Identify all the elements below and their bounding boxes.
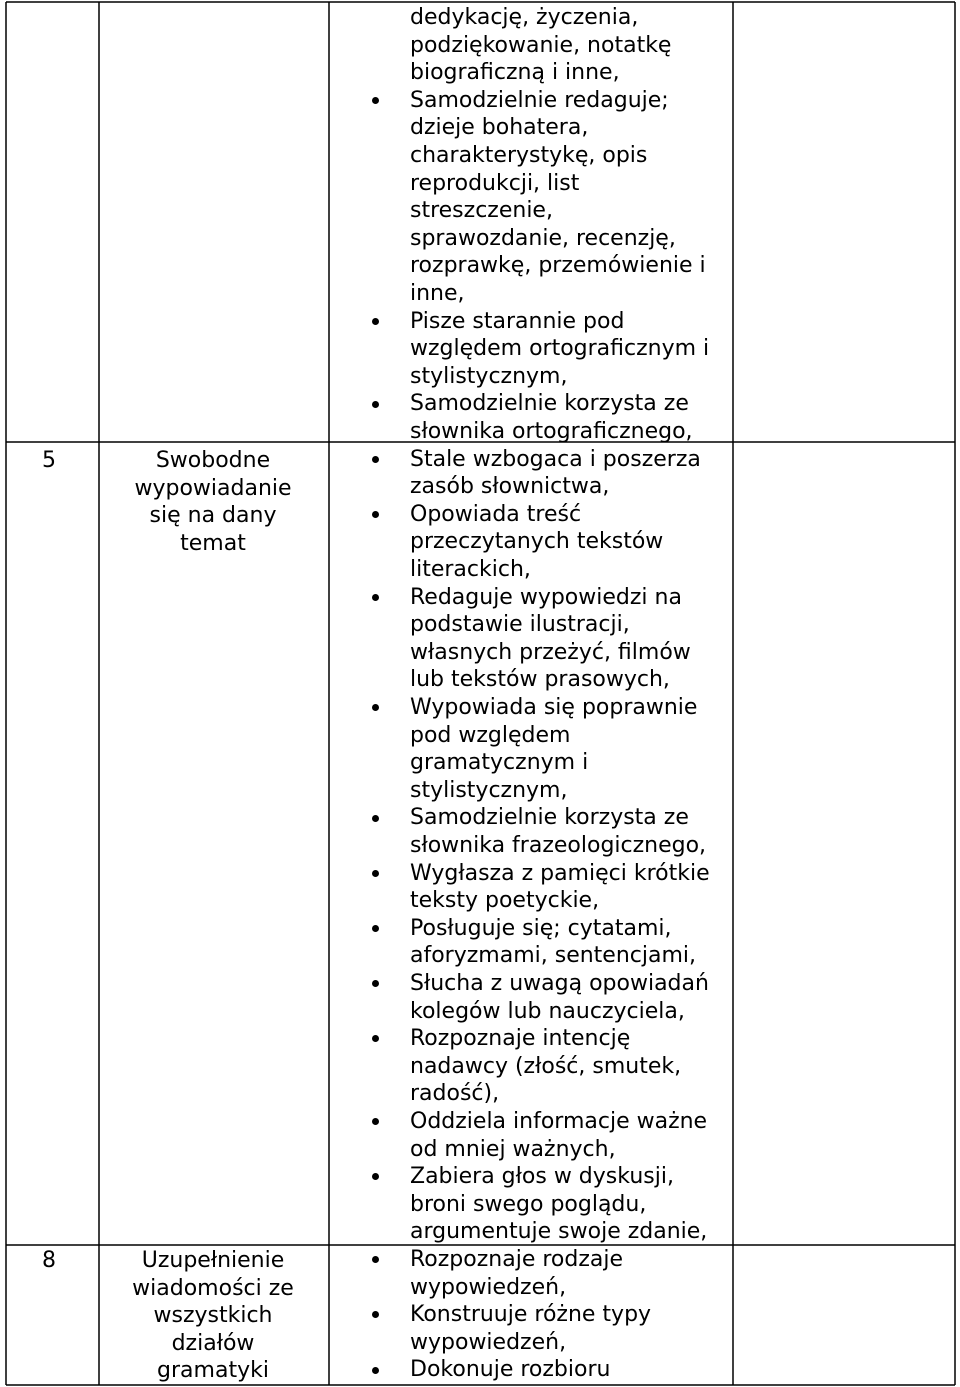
list-item-line: nadawcy (złość, smutek, bbox=[410, 1053, 682, 1079]
list-item-line: dedykację, życzenia, bbox=[410, 5, 639, 30]
list-item-text bbox=[410, 4, 671, 87]
list-item-line: Rozpoznaje intencję bbox=[410, 1026, 631, 1052]
row-number: 8 bbox=[42, 1248, 56, 1273]
list-item-text bbox=[410, 446, 701, 501]
row-topic: Swobodne wypowiadanie się na dany temat bbox=[134, 448, 292, 556]
list-item-text bbox=[410, 915, 696, 970]
list-item-line: aforyzmami, sentencjami, bbox=[410, 943, 697, 969]
bullet-icon bbox=[372, 318, 379, 325]
list-item-text bbox=[410, 1108, 707, 1163]
list-item-text bbox=[410, 1301, 651, 1356]
list-item-line: Pisze starannie pod bbox=[410, 308, 625, 334]
list-item-text bbox=[410, 584, 691, 694]
list-item-text bbox=[410, 1025, 681, 1108]
list-item-line: Słucha z uwagą opowiadań bbox=[410, 971, 709, 996]
list-item-line: lub tekstów prasowych, bbox=[410, 667, 670, 693]
list-item-text bbox=[410, 1356, 610, 1384]
list-item-line: słownika frazeologicznego, bbox=[410, 832, 707, 858]
bullet-icon bbox=[372, 1367, 379, 1374]
list-item-line: podstawie ilustracji, bbox=[410, 612, 630, 638]
list-item-line: względem ortograficznym i bbox=[410, 336, 710, 362]
bullet-icon bbox=[372, 815, 379, 822]
list-item-line: Posługuje się; cytatami, bbox=[410, 915, 672, 941]
list-item-line: Redaguje wypowiedzi na bbox=[410, 584, 682, 610]
list-item-text bbox=[410, 501, 663, 584]
list-item-line: Wypowiada się poprawnie bbox=[410, 695, 698, 720]
list-item-text bbox=[410, 308, 709, 391]
row-number: 5 bbox=[42, 448, 56, 473]
list-item-line: streszczenie, bbox=[410, 198, 553, 224]
row-topic: Uzupełnienie wiadomości ze wszystkich działów gramatyki bbox=[132, 1248, 294, 1384]
bullet-icon bbox=[372, 456, 379, 463]
list-item-line: inne, bbox=[410, 280, 465, 306]
list-item-line: dzieje bohatera, bbox=[410, 115, 589, 141]
list-item-line: broni swego poglądu, bbox=[410, 1191, 647, 1217]
list-item-line: reprodukcji, list bbox=[410, 170, 580, 196]
list-item-line: wypowiedzeń, bbox=[410, 1274, 567, 1300]
list-item-line: wypowiedzeń, bbox=[410, 1329, 567, 1355]
list-item-line: pod względem bbox=[410, 722, 571, 748]
list-item-line: zasób słownictwa, bbox=[410, 474, 610, 500]
list-item-line: podziękowanie, notatkę bbox=[410, 32, 672, 58]
list-item-line: teksty poetyckie, bbox=[410, 888, 600, 914]
list-item-line: radość), bbox=[410, 1081, 500, 1107]
list-item-line: Konstruuje różne typy bbox=[410, 1302, 652, 1328]
list-item-line: Opowiada treść bbox=[410, 501, 582, 527]
list-item-line: stylistycznym, bbox=[410, 777, 568, 803]
list-item-line: gramatycznym i bbox=[410, 750, 589, 776]
list-item-line: Samodzielnie korzysta ze bbox=[410, 805, 689, 831]
list-item-line: sprawozdanie, recenzję, bbox=[410, 225, 676, 251]
list-item-line: Zabiera głos w dyskusji, bbox=[410, 1164, 674, 1190]
list-item-line: przeczytanych tekstów bbox=[410, 529, 664, 555]
bullet-icon bbox=[372, 594, 379, 601]
list-item-text bbox=[410, 87, 706, 308]
list-item-line: kolegów lub nauczyciela, bbox=[410, 998, 685, 1024]
list-item-line: od mniej ważnych, bbox=[410, 1136, 616, 1162]
bullet-icon bbox=[372, 401, 379, 408]
list-item-line: charakterystykę, opis bbox=[410, 142, 648, 168]
list-item-text bbox=[410, 860, 710, 915]
list-item-line: stylistycznym, bbox=[410, 363, 568, 389]
list-item-text bbox=[410, 804, 706, 859]
list-item-line: Stale wzbogaca i poszerza bbox=[410, 446, 701, 472]
bullet-icon bbox=[372, 870, 379, 877]
list-item-text bbox=[410, 970, 709, 1025]
list-item-line: Rozpoznaje rodzaje bbox=[410, 1247, 624, 1272]
list-item-line: literackich, bbox=[410, 556, 531, 582]
list-item-line: Samodzielnie redaguje; bbox=[410, 87, 669, 113]
list-item-line: Samodzielnie korzysta ze bbox=[410, 391, 689, 417]
list-item-line: rozprawkę, przemówienie i bbox=[410, 253, 706, 279]
list-item-line: biograficzną i inne, bbox=[410, 60, 620, 86]
list-item-line: słownika ortograficznego, bbox=[410, 418, 693, 444]
list-item-text bbox=[410, 694, 697, 804]
list-item-text bbox=[410, 1163, 707, 1246]
list-item-line: Wygłasza z pamięci krótkie bbox=[410, 860, 710, 886]
list-item-line: Oddziela informacje ważne bbox=[410, 1109, 708, 1134]
list-item-line: Dokonuje rozbioru bbox=[410, 1357, 611, 1383]
list-item-line: argumentuje swoje zdanie, bbox=[410, 1219, 708, 1245]
list-item-line: własnych przeżyć, filmów bbox=[410, 639, 691, 665]
list-item-text bbox=[410, 1246, 623, 1301]
list-item-text bbox=[410, 390, 693, 445]
